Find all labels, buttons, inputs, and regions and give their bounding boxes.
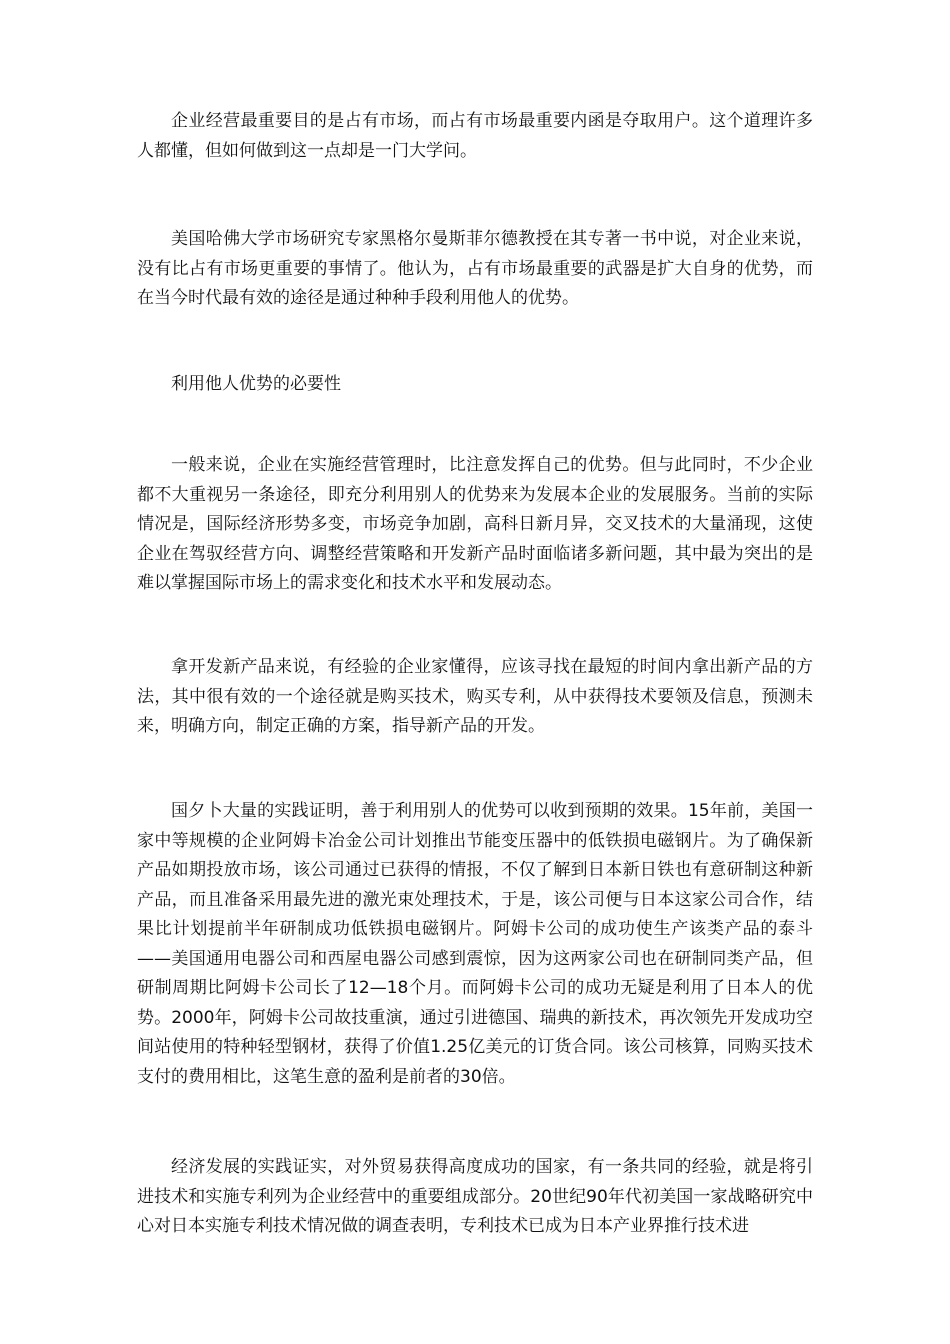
paragraph-general: 一般来说，企业在实施经营管理时，比注意发挥自己的优势。但与此同时，不少企业都不大重视另一条途径，即充分利用别人的优势来为发展本企业的发展服务。当前的实际情况是，国际经济形势多变，市场竞争加剧，高科日新月异，交叉技术的大量涌现，这使企业在驾驭经营方向、调整经营策略和开发新产品时面临诸多新问题，其中最为突出的是难以掌握国际市场上的需求变化和技术水平和发展动态。 <box>137 455 813 593</box>
paragraph-harvard-expert: 美国哈佛大学市场研究专家黑格尔曼斯菲尔德教授在其专著一书中说，对企业来说，没有比占有市场更重要的事情了。他认为，占有市场最重要的武器是扩大自身的优势，而在当今时代最有效的途径是通过种种手段利用他人的优势。 <box>137 229 813 308</box>
section-heading: 利用他人优势的必要性 <box>171 374 341 394</box>
paragraph-armco-case: 国夕卜大量的实践证明，善于利用别人的优势可以收到预期的效果。15年前，美国一家中等规模的企业阿姆卡冶金公司计划推出节能变压器中的低铁损电磁钢片。为了确保新产品如期投放市场，该公司通过已获得的情报，不仅了解到日本新日铁也有意研制这种新产品，而且准备采用最先进的激光束处理技术，于是，该公司便与日本这家公司合作，结果比计划提前半年研制成功低铁损电磁钢片。阿姆卡公司的成功使生产该类产品的泰斗——美国通用电器公司和西屋电器公司感到震惊，因为这两家公司也在研制同类产品，但研制周期比阿姆卡公司长了12—18个月。而阿姆卡公司的成功无疑是利用了日本人的优势。2000年，阿姆卡公司故技重演，通过引进德国、瑞典的新技术，再次领先开发成功空间站使用的特种轻型钢材，获得了价值1.25亿美元的订货合同。该公司核算，同购买技术支付的费用相比，这笔生意的盈利是前者的30倍。 <box>137 801 813 1087</box>
paragraph-new-products: 拿开发新产品来说，有经验的企业家懂得，应该寻找在最短的时间内拿出新产品的方法，其中很有效的一个途径就是购买技术，购买专利，从中获得技术要领及信息，预测未来，明确方向，制定正确的方案，指导新产品的开发。 <box>137 657 813 736</box>
paragraph-market-goal: 企业经营最重要目的是占有市场，而占有市场最重要内函是夺取用户。这个道理许多人都懂，但如何做到这一点却是一门大学问。 <box>137 111 813 161</box>
paragraph-economic-development: 经济发展的实践证实，对外贸易获得高度成功的国家，有一条共同的经验，就是将引进技术和实施专利列为企业经营中的重要组成部分。20世纪90年代初美国一家战略研究中心对日本实施专利技术情况做的调查表明，专利技术已成为日本产业界推行技术进 <box>137 1157 813 1236</box>
